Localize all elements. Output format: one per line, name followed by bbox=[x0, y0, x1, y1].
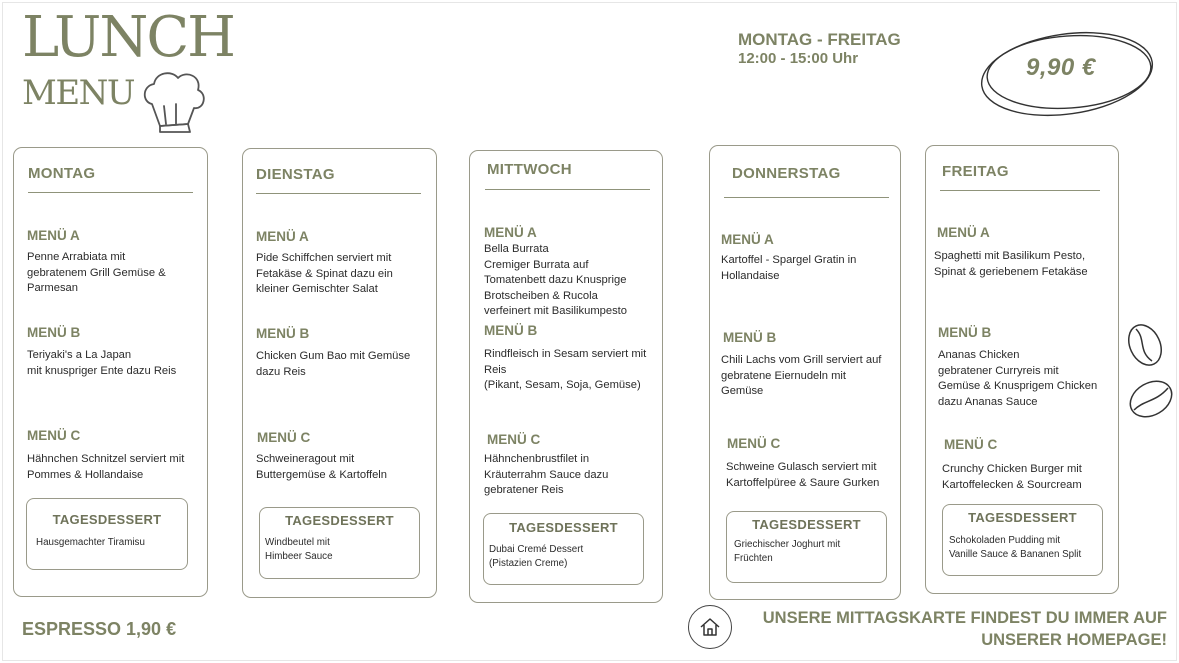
home-icon bbox=[699, 616, 721, 638]
menu-c-text: Schweine Gulasch serviert mit Kartoffelpüree & Saure Gurken bbox=[726, 461, 880, 489]
day-divider bbox=[485, 189, 650, 190]
menu-a-label: MENÜ A bbox=[937, 225, 990, 240]
dessert-box bbox=[726, 511, 887, 583]
menu-b-label: MENÜ B bbox=[723, 330, 777, 345]
menu-b-text: Chicken Gum Bao mit Gemüse dazu Reis bbox=[256, 350, 411, 378]
menu-a-text: Penne Arrabiata mit gebratenem Grill Gemüse & Parmesan bbox=[27, 251, 166, 294]
dessert-label: TAGESDESSERT bbox=[285, 513, 394, 528]
day-card-donnerstag bbox=[709, 145, 901, 600]
menu-a-text: Pide Schiffchen serviert mit Fetakäse & Spinat dazu ein kleiner Gemischter Salat bbox=[256, 252, 393, 295]
coffee-bean-icon bbox=[1124, 321, 1166, 369]
menu-a-label: MENÜ A bbox=[256, 229, 309, 244]
menu-b-text: Teriyaki's a La Japan mit knuspriger Ente dazu Reis bbox=[27, 349, 177, 377]
menu-c-text: Schweineragout mit Buttergemüse & Kartoffeln bbox=[256, 453, 388, 481]
menu-b-label: MENÜ B bbox=[484, 323, 538, 338]
menu-c-text: Hähnchen Schnitzel serviert mit Pommes & Hollandaise bbox=[27, 453, 185, 481]
title-lunch: LUNCH bbox=[22, 5, 235, 70]
menu-b-text: Rindfleisch in Sesam serviert mit Reis (Pikant, Sesam, Soja, Gemüse) bbox=[484, 348, 647, 391]
dessert-label: TAGESDESSERT bbox=[752, 517, 861, 532]
day-card-mittwoch bbox=[469, 150, 663, 603]
opening-time: 12:00 - 15:00 Uhr bbox=[738, 50, 859, 67]
dessert-box bbox=[942, 504, 1103, 576]
dessert-label: TAGESDESSERT bbox=[52, 512, 162, 527]
menu-c-text: Hähnchenbrustfilet in Kräuterrahm Sauce dazu gebratener Reis bbox=[484, 453, 609, 496]
menu-a-text: Spaghetti mit Basilikum Pesto, Spinat & geriebenem Fetakäse bbox=[934, 250, 1088, 278]
menu-c-text: Crunchy Chicken Burger mit Kartoffelecken & Sourcream bbox=[942, 463, 1082, 491]
day-title: DIENSTAG bbox=[256, 166, 335, 183]
menu-c-label: MENÜ C bbox=[727, 436, 781, 451]
home-button[interactable] bbox=[688, 605, 732, 649]
menu-a-label: MENÜ A bbox=[27, 228, 80, 243]
menu-a-label: MENÜ A bbox=[484, 225, 537, 240]
dessert-box bbox=[483, 513, 644, 585]
dessert-box bbox=[26, 498, 188, 570]
dessert-text: Griechischer Joghurt mit Früchten bbox=[734, 539, 841, 564]
day-card-montag bbox=[13, 147, 208, 597]
day-title: MITTWOCH bbox=[487, 161, 572, 178]
day-card-freitag bbox=[925, 145, 1119, 594]
menu-c-label: MENÜ C bbox=[487, 432, 541, 447]
menu-a-label: MENÜ A bbox=[721, 232, 774, 247]
day-title: FREITAG bbox=[942, 163, 1009, 180]
coffee-bean-icon bbox=[1126, 376, 1176, 422]
menu-b-label: MENÜ B bbox=[27, 325, 81, 340]
menu-c-label: MENÜ C bbox=[257, 430, 311, 445]
menu-b-label: MENÜ B bbox=[938, 325, 992, 340]
day-divider bbox=[940, 190, 1100, 191]
dessert-text: Schokoladen Pudding mit Vanille Sauce & Bananen Split bbox=[949, 535, 1082, 560]
menu-b-text: Ananas Chicken gebratener Curryreis mit Gemüse & Knusprigem Chicken dazu Ananas Sauce bbox=[938, 349, 1098, 408]
day-divider bbox=[256, 193, 421, 194]
day-title: MONTAG bbox=[28, 165, 96, 182]
dessert-text: Hausgemachter Tiramisu bbox=[36, 537, 145, 548]
dessert-text: Dubai Cremé Dessert (Pistazien Creme) bbox=[489, 544, 584, 569]
espresso-price: ESPRESSO 1,90 € bbox=[22, 619, 177, 639]
lunch-price: 9,90 € bbox=[1026, 54, 1096, 81]
dessert-box bbox=[259, 507, 420, 579]
dessert-label: TAGESDESSERT bbox=[968, 510, 1077, 525]
day-divider bbox=[724, 197, 889, 198]
homepage-note: UNSERE MITTAGSKARTE FINDEST DU IMMER AUF UNSERER HOMEPAGE! bbox=[762, 609, 1167, 649]
menu-c-label: MENÜ C bbox=[944, 437, 998, 452]
menu-a-text: Bella Burrata Cremiger Burrata auf Tomatenbett dazu Knusprige Brotscheiben & Rucola verfeinert mit Basilikumpesto bbox=[484, 243, 628, 317]
dessert-text: Windbeutel mit Himbeer Sauce bbox=[265, 537, 333, 562]
day-card-dienstag bbox=[242, 148, 437, 598]
title-menu: MENU bbox=[22, 73, 135, 113]
menu-b-label: MENÜ B bbox=[256, 326, 310, 341]
opening-days: MONTAG - FREITAG bbox=[738, 30, 901, 49]
menu-c-label: MENÜ C bbox=[27, 428, 81, 443]
menu-b-text: Chili Lachs vom Grill serviert auf gebratene Eiernudeln mit Gemüse bbox=[721, 354, 882, 397]
opening-hours bbox=[738, 30, 901, 68]
menu-a-text: Kartoffel - Spargel Gratin in Hollandaise bbox=[721, 254, 857, 282]
dessert-label: TAGESDESSERT bbox=[509, 520, 618, 535]
day-divider bbox=[28, 192, 193, 193]
chef-hat-icon bbox=[138, 66, 210, 134]
day-title: DONNERSTAG bbox=[732, 165, 841, 182]
